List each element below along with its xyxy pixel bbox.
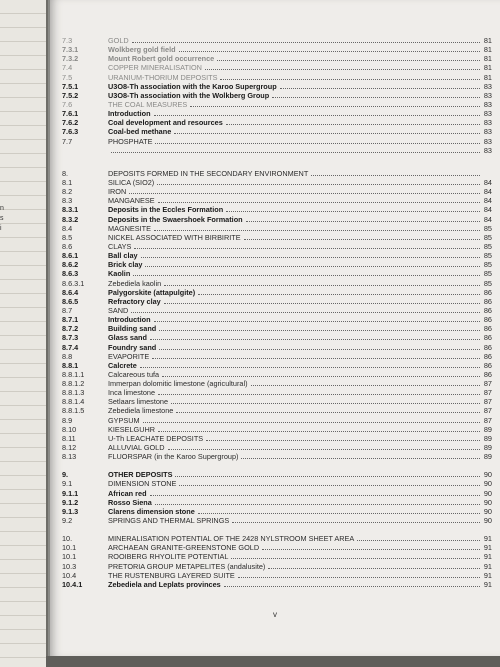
toc-section-number: 8.8.1.3 (62, 388, 85, 398)
toc-leader-dots (150, 339, 480, 340)
toc-section-title: EVAPORITE (108, 351, 150, 361)
toc-section-title: MINERALISATION POTENTIAL OF THE 2428 NYLSTROOM SHEET AREA (108, 534, 355, 544)
toc-leader-dots (133, 275, 480, 276)
toc-page-number: 91 (483, 561, 492, 571)
toc-row (62, 224, 492, 233)
toc-row (62, 406, 492, 415)
toc-section-title: U3O8-Th association with the Karoo Supergroup (108, 81, 277, 91)
toc-row (62, 452, 492, 461)
toc-section-number: 7.7 (62, 136, 73, 146)
toc-leader-dots (164, 285, 480, 286)
toc-section-number: 7.6.3 (62, 127, 79, 137)
toc-page-number: 83 (483, 127, 492, 137)
toc-section-number: 8.12 (62, 443, 77, 453)
toc-row (62, 315, 492, 324)
toc-leader-dots (280, 88, 480, 89)
toc-leader-dots (190, 106, 480, 107)
toc-section-title: Refractory clay (108, 296, 161, 306)
toc-section-number: 7.3.1 (62, 45, 79, 55)
toc-section-title: ROOIBERG RHYOLITE POTENTIAL (108, 552, 229, 562)
toc-row (62, 169, 492, 178)
toc-leader-dots (231, 558, 480, 559)
toc-section-title: Ball clay (108, 251, 138, 261)
toc-section-title: Wolkberg gold field (108, 45, 176, 55)
page-number: v (273, 610, 277, 619)
toc-row (62, 279, 492, 288)
toc-section-title: Zebediela limestone (108, 406, 174, 416)
toc-section-title: Clarens dimension stone (108, 506, 195, 516)
toc-section-number: 8.3.2 (62, 214, 79, 224)
toc-page-number: 81 (483, 72, 492, 82)
toc-section-title: PHOSPHATE (108, 136, 153, 146)
toc-page-number: 83 (483, 118, 492, 128)
toc-section-title: African red (108, 488, 147, 498)
toc-page-number: 90 (483, 488, 492, 498)
toc-section-number: 7.3 (62, 36, 73, 45)
toc-section-title: CLAYS (108, 241, 132, 251)
toc-section-title: THE COAL MEASURES (108, 99, 188, 109)
toc-leader-dots (131, 312, 480, 313)
toc-row (62, 416, 492, 425)
toc-page-number: 85 (483, 232, 492, 242)
toc-page-number: 87 (483, 379, 492, 389)
toc-section-number: 8.2 (62, 187, 73, 197)
toc-leader-dots (162, 376, 480, 377)
toc-section-number: 10. (62, 534, 73, 544)
toc-section-number: 8.6.1 (62, 251, 79, 261)
toc-leader-dots (272, 97, 480, 98)
toc-section-number: 8.11 (62, 433, 76, 443)
page-shadow (46, 656, 500, 667)
toc-section-number: 8.6.3.1 (62, 278, 85, 288)
toc-leader-dots (141, 257, 480, 258)
toc-leader-dots (134, 248, 480, 249)
toc-section-title: DIMENSION STONE (108, 479, 177, 489)
toc-page-number: 84 (483, 205, 492, 215)
toc-leader-dots (179, 485, 480, 486)
toc-page-number: 86 (483, 287, 492, 297)
document-page (50, 0, 500, 656)
toc-row (62, 425, 492, 434)
toc-leader-dots (179, 51, 480, 52)
toc-row (62, 137, 492, 146)
toc-page-number: 83 (483, 81, 492, 91)
toc-row (62, 215, 492, 224)
toc-section-number: 7.4 (62, 63, 73, 73)
toc-section-number: 9.1.1 (62, 488, 79, 498)
toc-row (62, 479, 492, 488)
toc-leader-dots (251, 385, 481, 386)
toc-page-number: 86 (483, 342, 492, 352)
toc-leader-dots (155, 504, 480, 505)
toc-page-number: 86 (483, 315, 492, 325)
toc-leader-dots (238, 577, 480, 578)
toc-page-number: 90 (483, 506, 492, 516)
toc-row (62, 324, 492, 333)
toc-page-number: 91 (483, 570, 492, 580)
section-gap (62, 155, 492, 169)
toc-page-number: 83 (483, 109, 492, 119)
toc-section-number: 8.8.1.2 (62, 379, 85, 389)
toc-row (62, 333, 492, 342)
toc-leader-dots (154, 230, 480, 231)
toc-row (62, 196, 492, 205)
toc-leader-dots (205, 69, 480, 70)
toc-section-number: 8. (62, 168, 69, 178)
toc-section-title: Zebediela and Leplats provinces (108, 579, 221, 589)
toc-section-title: Rosso Siena (108, 497, 152, 507)
toc-leader-dots (224, 586, 480, 587)
toc-leader-dots (164, 303, 480, 304)
toc-section-number: 8.6.5 (62, 296, 79, 306)
toc-page-number: 89 (483, 424, 492, 434)
toc-leader-dots (132, 42, 480, 43)
toc-page-number: 85 (483, 223, 492, 233)
toc-row (62, 269, 492, 278)
toc-row (62, 516, 492, 525)
toc-section-number: 7.5 (62, 72, 73, 82)
toc-page-number: 87 (483, 415, 492, 425)
toc-section-title: Setlaars limestone (108, 397, 169, 407)
toc-leader-dots (246, 221, 480, 222)
toc-page-number: 89 (483, 452, 492, 462)
toc-section-number: 7.6.1 (62, 109, 79, 119)
facing-page-text-fragment: s (0, 215, 4, 222)
toc-row (62, 580, 492, 589)
facing-page-text-fragment: n (0, 205, 4, 212)
toc-leader-dots (171, 403, 480, 404)
toc-page-number: 90 (483, 470, 492, 480)
toc-row (62, 388, 492, 397)
toc-page-number: 85 (483, 260, 492, 270)
toc-page-number: 84 (483, 187, 492, 197)
toc-page-number: 85 (483, 278, 492, 288)
toc-section-number: 8.7.2 (62, 324, 79, 334)
toc-section-title: SPRINGS AND THERMAL SPRINGS (108, 516, 230, 526)
toc-section-number: 8.6.4 (62, 287, 79, 297)
toc-section-number: 8.4 (62, 223, 73, 233)
toc-section-title: DEPOSITS FORMED IN THE SECONDARY ENVIRONMENT (108, 168, 309, 178)
toc-section-title: ARCHAEAN GRANITE-GREENSTONE GOLD (108, 543, 260, 553)
toc-section-title: Calcareous tufa (108, 369, 160, 379)
toc-page-number: 86 (483, 369, 492, 379)
toc-row (62, 443, 492, 452)
toc-leader-dots (157, 184, 480, 185)
toc-section-title: MAGNESITE (108, 223, 151, 233)
toc-leader-dots (198, 294, 480, 295)
toc-section-number: 7.3.2 (62, 54, 79, 64)
toc-leader-dots (198, 513, 480, 514)
toc-page-number: 86 (483, 305, 492, 315)
toc-section-number: 8.8.1 (62, 360, 79, 370)
toc-page-number: 83 (483, 145, 492, 155)
toc-page-number: 87 (483, 397, 492, 407)
toc-row (62, 343, 492, 352)
toc-page-number: 83 (483, 136, 492, 146)
toc-section-number: 8.8 (62, 351, 73, 361)
toc-row (62, 507, 492, 516)
toc-section-title: Deposits in the Eccles Formation (108, 205, 224, 215)
toc-section-number: 10.4 (62, 570, 77, 580)
toc-leader-dots (154, 115, 480, 116)
toc-section-title: SAND (108, 305, 129, 315)
toc-row (62, 297, 492, 306)
toc-section-number: 8.7.3 (62, 333, 79, 343)
toc-leader-dots (217, 60, 480, 61)
toc-page-number: 91 (483, 552, 492, 562)
toc-leader-dots (262, 549, 480, 550)
section-gap (62, 461, 492, 470)
toc-leader-dots (311, 175, 480, 176)
toc-page-number: 89 (483, 443, 492, 453)
toc-leader-dots (158, 202, 480, 203)
toc-row (62, 45, 492, 54)
toc-section-title: Introduction (108, 109, 151, 119)
toc-leader-dots (150, 495, 480, 496)
toc-row (62, 260, 492, 269)
toc-section-title: U-Th LEACHATE DEPOSITS (108, 433, 204, 443)
toc-page-number: 83 (483, 99, 492, 109)
toc-leader-dots (152, 358, 480, 359)
toc-page-number: 85 (483, 269, 492, 279)
toc-section-title: COPPER MINERALISATION (108, 63, 202, 73)
toc-leader-dots (226, 211, 480, 212)
toc-row (62, 489, 492, 498)
toc-row (62, 82, 492, 91)
toc-row (62, 187, 492, 196)
toc-section-number: 8.13 (62, 452, 77, 462)
toc-row (62, 242, 492, 251)
toc-page-number: 81 (483, 63, 492, 73)
toc-section-number: 8.1 (62, 177, 73, 187)
toc-section-title: Palygorskite (attapulgite) (108, 287, 196, 297)
toc-leader-dots (176, 412, 480, 413)
toc-leader-dots (111, 152, 480, 153)
facing-page-text-fragment: i (0, 225, 2, 232)
toc-section-title: Inca limestone (108, 388, 156, 398)
toc-section-title: Brick clay (108, 260, 143, 270)
toc-page-number: 87 (483, 388, 492, 398)
toc-section-title: U3O8-Th association with the Wolkberg Group (108, 90, 270, 100)
toc-page-number: 86 (483, 333, 492, 343)
toc-section-number: 9.1.3 (62, 506, 79, 516)
toc-row (62, 100, 492, 109)
toc-section-number: 8.6.2 (62, 260, 79, 270)
toc-section-number: 7.6.2 (62, 118, 79, 128)
toc-section-title: Glass sand (108, 333, 147, 343)
toc-page-number: 87 (483, 406, 492, 416)
toc-section-title: Building sand (108, 324, 157, 334)
toc-leader-dots (159, 349, 480, 350)
toc-row (62, 109, 492, 118)
toc-leader-dots (168, 449, 480, 450)
toc-leader-dots (145, 266, 480, 267)
toc-row (62, 397, 492, 406)
toc-section-number: 8.6.3 (62, 269, 79, 279)
toc-section-number: 8.5 (62, 232, 73, 242)
toc-section-title: MANGANESE (108, 196, 155, 206)
toc-row (62, 379, 492, 388)
toc-section-title: URANIUM-THORIUM DEPOSITS (108, 72, 218, 82)
toc-leader-dots (206, 440, 480, 441)
toc-row (62, 233, 492, 242)
toc-row (62, 543, 492, 552)
toc-leader-dots (226, 124, 480, 125)
toc-leader-dots (140, 367, 480, 368)
toc-leader-dots (268, 568, 480, 569)
toc-row (62, 306, 492, 315)
toc-page-number: 85 (483, 251, 492, 261)
toc-section-title: Coal-bed methane (108, 127, 172, 137)
toc-section-title: NICKEL ASSOCIATED WITH BIRBIRITE (108, 232, 241, 242)
toc-leader-dots (143, 422, 480, 423)
toc-section-title: GOLD (108, 36, 129, 45)
toc-row (62, 552, 492, 561)
toc-page-number: 84 (483, 214, 492, 224)
toc-page-number: 91 (483, 543, 492, 553)
toc-section-number: 8.8.1.1 (62, 369, 85, 379)
toc-row (62, 534, 492, 543)
toc-row (62, 470, 492, 479)
toc-page-number: 81 (483, 54, 492, 64)
toc-page-number: 81 (483, 45, 492, 55)
toc-row (62, 118, 492, 127)
toc-section-number: 10.1 (62, 552, 77, 562)
toc-section-title: Mount Robert gold occurrence (108, 54, 215, 64)
toc-section-number: 8.6 (62, 241, 73, 251)
toc-section-number: 8.10 (62, 424, 77, 434)
toc-section-title: Introduction (108, 315, 151, 325)
toc-section-title: PRETORIA GROUP METAPELITES (andalusite) (108, 561, 266, 571)
toc-section-title: Coal development and resources (108, 118, 223, 128)
toc-section-number: 7.5.2 (62, 90, 79, 100)
toc-section-number: 10.4.1 (62, 579, 83, 589)
toc-section-title: OTHER DEPOSITS (108, 470, 173, 480)
toc-section-title: THE RUSTENBURG LAYERED SUITE (108, 570, 235, 580)
toc-row (62, 361, 492, 370)
toc-page-number: 90 (483, 497, 492, 507)
toc-row (62, 251, 492, 260)
toc-section-number: 8.8.1.4 (62, 397, 85, 407)
toc-page-number: 81 (483, 36, 492, 45)
toc-leader-dots (155, 143, 480, 144)
toc-section-title: SILICA (SIO2) (108, 177, 155, 187)
toc-page-number: 84 (483, 196, 492, 206)
toc-section-title: Kaolin (108, 269, 131, 279)
toc-leader-dots (154, 321, 480, 322)
toc-page-number: 91 (483, 579, 492, 589)
toc-page-number: 91 (483, 534, 492, 544)
toc-page-number: 85 (483, 241, 492, 251)
toc-leader-dots (232, 522, 480, 523)
toc-page-number: 86 (483, 360, 492, 370)
toc-row (62, 146, 492, 155)
toc-row (62, 54, 492, 63)
toc-section-number: 9. (62, 470, 69, 480)
toc-section-title: Foundry sand (108, 342, 157, 352)
toc-section-title: IRON (108, 187, 127, 197)
toc-section-number: 8.8.1.5 (62, 406, 85, 416)
toc-section-title: Deposits in the Swaershoek Formation (108, 214, 243, 224)
toc-row (62, 571, 492, 580)
toc-section-number: 8.7.1 (62, 315, 79, 325)
toc-section-title: ALLUVIAL GOLD (108, 443, 165, 453)
toc-row (62, 127, 492, 136)
toc-leader-dots (158, 394, 480, 395)
toc-section-title: Calcrete (108, 360, 137, 370)
toc-section-number: 9.1 (62, 479, 73, 489)
section-gap (62, 525, 492, 534)
toc-leader-dots (357, 540, 480, 541)
toc-leader-dots (158, 431, 480, 432)
toc-leader-dots (174, 133, 480, 134)
toc-section-number: 8.3 (62, 196, 73, 206)
toc-page-number: 86 (483, 324, 492, 334)
toc-row (62, 205, 492, 214)
toc-row (62, 562, 492, 571)
toc-page-number: 89 (483, 433, 492, 443)
toc-section-title: KIESELGUHR (108, 424, 156, 434)
toc-section-title: Immerpan dolomitic limestone (agricultural) (108, 379, 248, 389)
toc-section-number: 7.5.1 (62, 81, 79, 91)
toc-leader-dots (220, 79, 480, 80)
facing-page-edge (0, 0, 48, 667)
toc-section-number: 7.6 (62, 99, 73, 109)
toc-row (62, 434, 492, 443)
toc-section-number: 9.2 (62, 516, 73, 526)
toc-section-number: 9.1.2 (62, 497, 79, 507)
toc-leader-dots (159, 330, 480, 331)
toc-row (62, 91, 492, 100)
toc-section-title: GYPSUM (108, 415, 140, 425)
toc-leader-dots (175, 476, 480, 477)
toc-page-number: 84 (483, 177, 492, 187)
toc-section-number: 8.9 (62, 415, 73, 425)
toc-row (62, 36, 492, 45)
toc-section-number: 8.7.4 (62, 342, 79, 352)
toc-row (62, 352, 492, 361)
toc-row (62, 178, 492, 187)
toc-row (62, 498, 492, 507)
toc-row (62, 370, 492, 379)
toc-page-number: 90 (483, 479, 492, 489)
table-of-contents (62, 36, 492, 589)
toc-page-number: 86 (483, 351, 492, 361)
toc-row (62, 288, 492, 297)
toc-page-number: 83 (483, 90, 492, 100)
toc-row (62, 73, 492, 82)
toc-section-title: Zebediela kaolin (108, 278, 162, 288)
toc-page-number: 90 (483, 516, 492, 526)
toc-section-number: 8.3.1 (62, 205, 79, 215)
toc-leader-dots (241, 458, 480, 459)
toc-row (62, 63, 492, 72)
toc-section-number: 10.1 (62, 543, 77, 553)
toc-page-number: 86 (483, 296, 492, 306)
toc-section-number: 10.3 (62, 561, 77, 571)
toc-section-title: FLUORSPAR (in the Karoo Supergroup) (108, 452, 239, 462)
toc-leader-dots (129, 193, 480, 194)
toc-section-number: 8.7 (62, 305, 73, 315)
toc-leader-dots (244, 239, 480, 240)
